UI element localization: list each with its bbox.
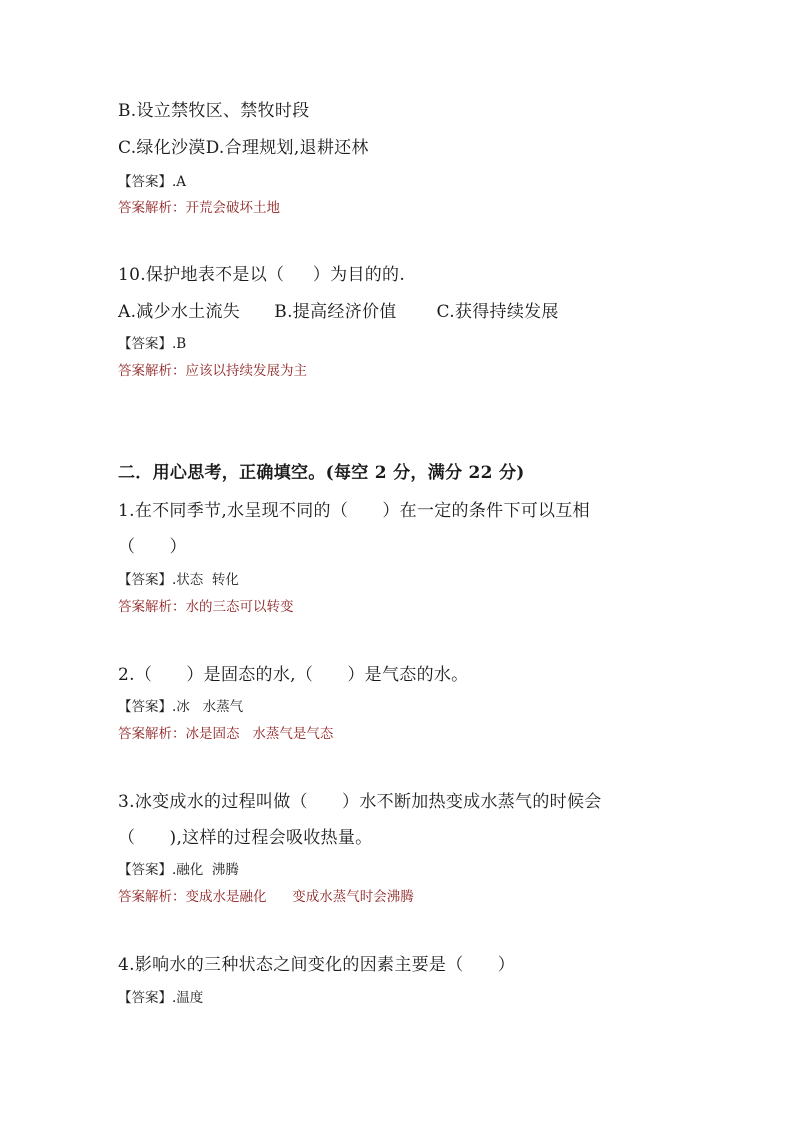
fill3-stem-line1: 3.冰变成水的过程叫做（ ）水不断加热变成水蒸气的时候会: [118, 792, 602, 812]
q10-stem: 10.保护地表不是以（ ）为目的的.: [118, 265, 406, 285]
q9-option-b: B.设立禁牧区、禁牧时段: [118, 101, 310, 121]
fill4-answer: 【答案】.温度: [118, 990, 204, 1006]
q9-option-cd: C.绿化沙漠D.合理规划,退耕还林: [118, 138, 369, 158]
fill1-answer: 【答案】.状态 转化: [118, 572, 239, 588]
section-heading: 二．用心思考，正确填空。(每空 2 分，满分 22 分): [118, 463, 525, 483]
q9-answer: 【答案】.A: [118, 174, 187, 190]
q10-answer: 【答案】.B: [118, 336, 187, 352]
fill1-stem-line2: （ ）: [118, 537, 187, 557]
q9-explanation: 答案解析：开荒会破坏土地: [118, 200, 280, 216]
fill3-answer: 【答案】.融化 沸腾: [118, 862, 239, 878]
fill3-stem-line2: （ ),这样的过程会吸收热量。: [118, 828, 373, 848]
fill2-stem: 2.（ ）是固态的水,（ ）是气态的水。: [118, 665, 469, 685]
fill1-stem-line1: 1.在不同季节,水呈现不同的（ ）在一定的条件下可以互相: [118, 501, 590, 521]
q10-explanation: 答案解析：应该以持续发展为主: [118, 363, 307, 379]
fill4-stem: 4.影响水的三种状态之间变化的因素主要是（ ）: [118, 955, 516, 975]
fill2-explanation: 答案解析：冰是固态 水蒸气是气态: [118, 726, 334, 742]
fill3-explanation: 答案解析：变成水是融化 变成水蒸气时会沸腾: [118, 889, 414, 905]
fill1-explanation: 答案解析：水的三态可以转变: [118, 599, 294, 615]
fill2-answer: 【答案】.冰 水蒸气: [118, 699, 244, 715]
q10-options: A.减少水土流失 B.提高经济价值 C.获得持续发展: [118, 302, 559, 322]
